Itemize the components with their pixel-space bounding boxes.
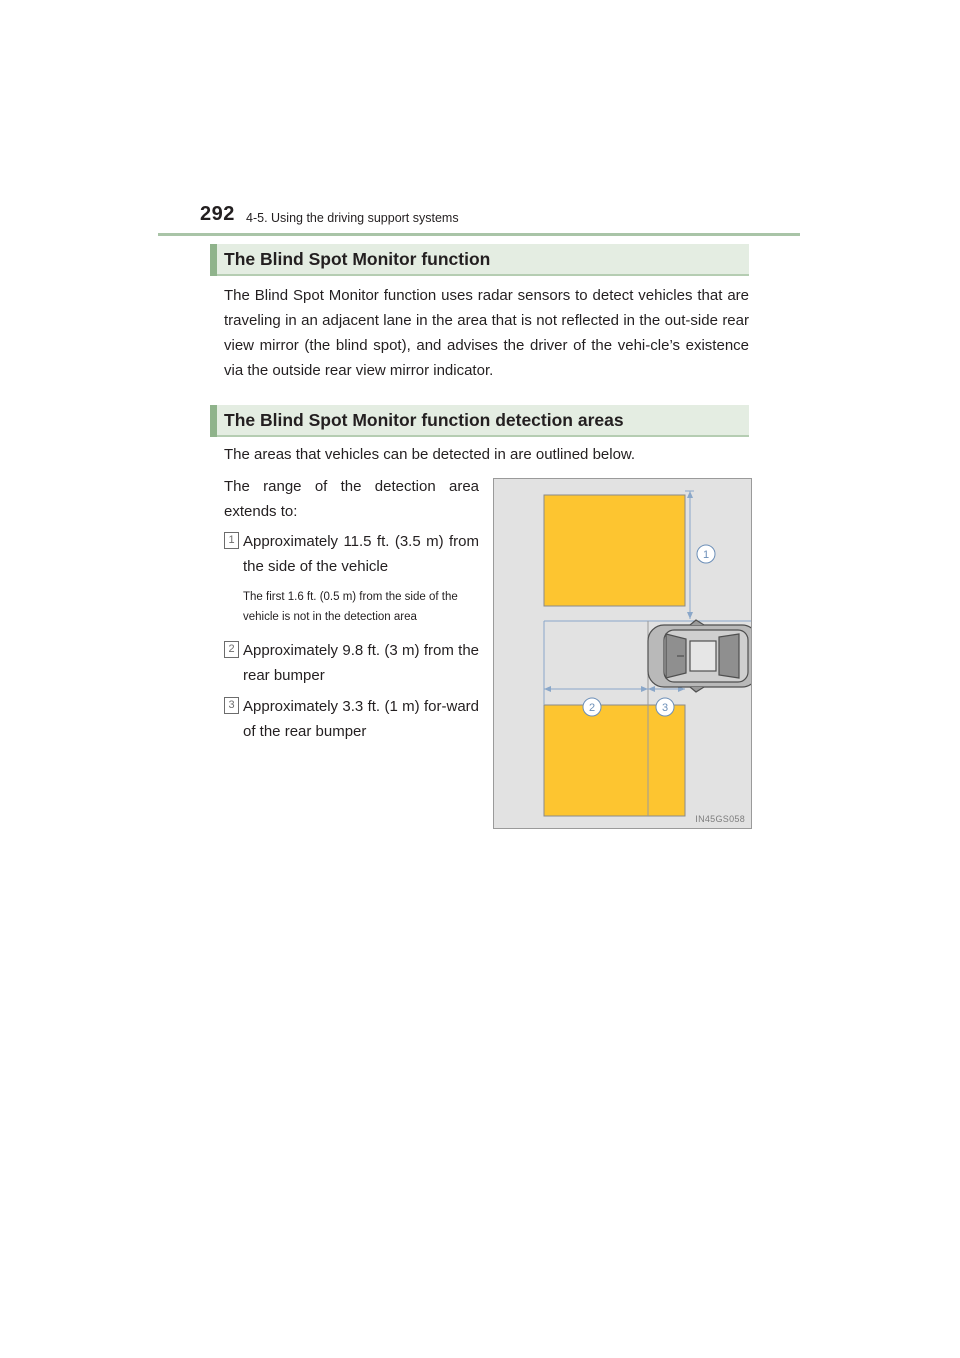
detection-area-figure <box>493 478 752 829</box>
callout-1-icon <box>697 545 715 563</box>
vehicle-icon <box>648 620 751 692</box>
section-heading-detection-areas <box>210 405 749 437</box>
breadcrumb: 4-5. Using the driving support systems <box>246 211 459 225</box>
item-number-badge: 2 <box>224 641 239 658</box>
item-number-badge: 1 <box>224 532 239 549</box>
item-note: The first 1.6 ft. (0.5 m) from the side of the vehicle is not in the detection area <box>243 591 458 623</box>
svg-text:3: 3 <box>661 702 669 714</box>
section-body-text: The Blind Spot Monitor function uses radar sensors to detect vehicles that are traveling in an adjacent lane in the area that is not reflected in the out-side rear view mirror (the blind spot), and advises the driver of the vehi-cle’s existence via the outside rear view mirror indicator. <box>224 287 749 379</box>
svg-text:2: 2 <box>588 702 596 714</box>
section-title: The Blind Spot Monitor function detection areas <box>224 410 624 430</box>
item-text: Approximately 9.8 ft. (3 m) from the rear bumper <box>243 642 479 684</box>
callout-2-icon <box>583 698 601 716</box>
range-intro-text: The range of the detection area extends to: <box>224 478 479 520</box>
rear-detection-zone <box>544 705 685 816</box>
detection-intro-text: The areas that vehicles can be detected in are outlined below. <box>224 446 636 463</box>
page-number: 292 <box>200 203 235 225</box>
side-detection-zone <box>544 495 685 606</box>
item-text: Approximately 3.3 ft. (1 m) for-ward of the rear bumper <box>243 698 479 740</box>
detection-area-diagram <box>494 479 751 828</box>
item-text: Approximately 11.5 ft. (3.5 m) from the side of the vehicle <box>243 533 479 575</box>
callout-3-icon <box>656 698 674 716</box>
figure-code: IN45GS058 <box>695 814 745 824</box>
section-heading-bsm-function <box>210 244 749 276</box>
section-title: The Blind Spot Monitor function <box>224 249 491 269</box>
item-number-badge: 3 <box>224 697 239 714</box>
svg-text:1: 1 <box>702 549 710 561</box>
header-rule <box>158 233 800 236</box>
